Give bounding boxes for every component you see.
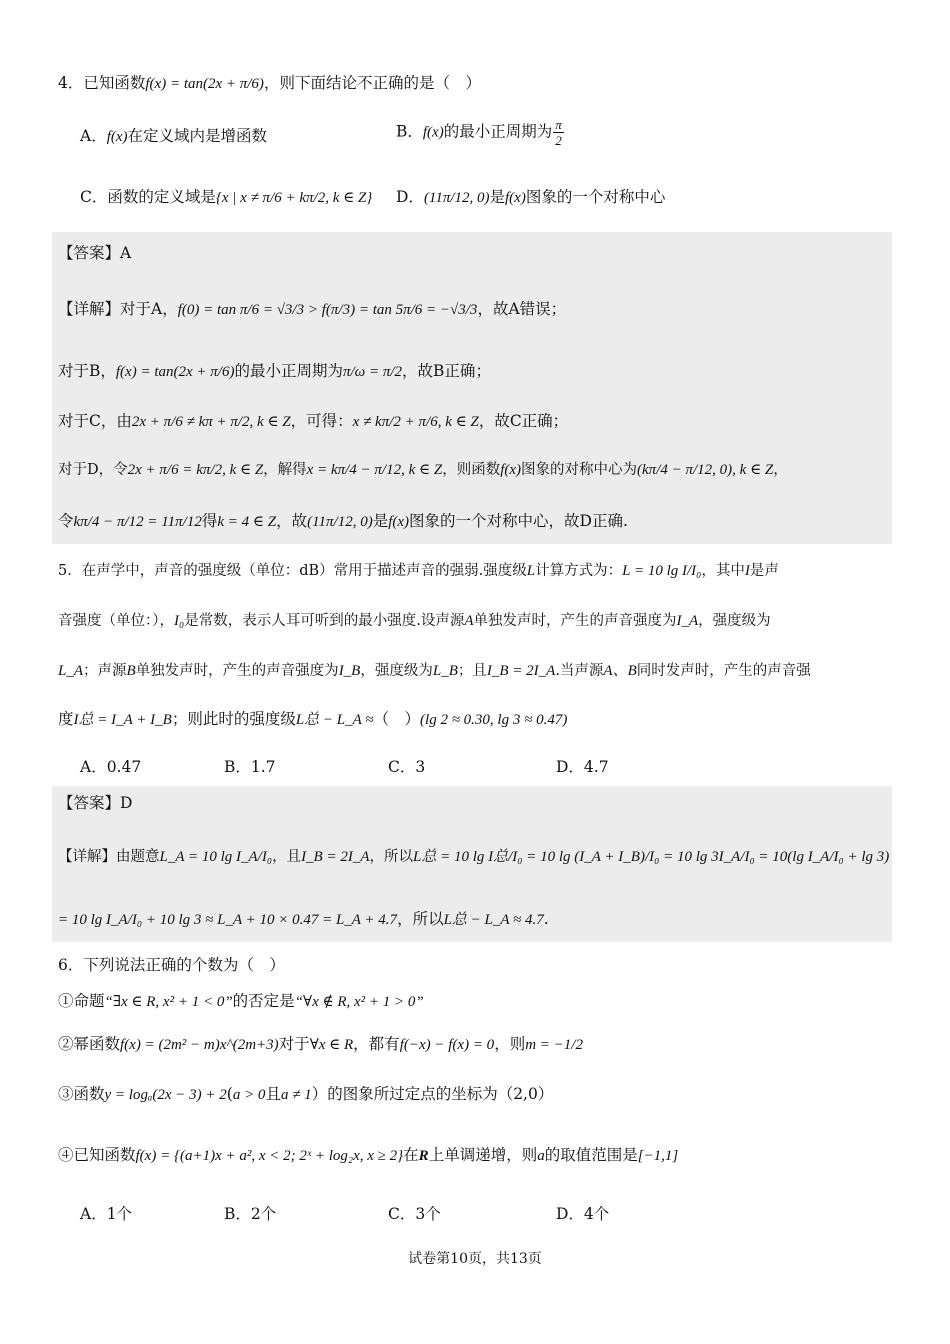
q6-option-a: A．1个 [80,1205,133,1223]
q5-option-c: C．3 [388,758,426,776]
q5-line-4: 度I总 = I_A + I_B；则此时的强度级L总 − L_A ≈（ ）(lg 2 ≈ 0.30, lg 3 ≈ 0.47) [58,710,568,728]
q5-option-b: B．1.7 [224,758,276,776]
q6-option-b: B．2个 [224,1205,277,1223]
q5-option-a: A．0.47 [80,758,142,776]
q4-option-c: C．函数的定义域是{x | x ≠ π/6 + kπ/2, k ∈ Z} [80,188,373,206]
q4-function: f(x) = tan(2x + π/6) [145,76,264,92]
page-footer: 试卷第10页，共13页 [408,1251,542,1267]
q4-detail-2: 对于B，f(x) = tan(2x + π/6)的最小正周期为π/ω = π/2，故B正确； [58,362,491,380]
q6-statement-3: ③函数y = logₐ(2x − 3) + 2(a > 0且a ≠ 1）的图象所过定点的坐标为（2,0） [58,1085,554,1103]
q6-statement-2: ②幂函数f(x) = (2m² − m)x^(2m+3)对于∀x ∈ R，都有f(−x) − f(x) = 0，则m = −1/2 [58,1035,583,1053]
q5-line-3: L_A；声源B单独发声时，产生的声音强度为I_B，强度级为L_B；且I_B = 2I_A.当声源A、B同时发声时，产生的声音强 [58,663,811,679]
q4-answer: 【答案】A [58,244,132,262]
q5-answer: 【答案】D [58,794,133,812]
q4-stem: 4．已知函数f(x) = tan(2x + π/6)，则下面结论不正确的是（ ） [58,74,481,92]
q6-option-c: C．3个 [388,1205,441,1223]
q5-detail-1: 【详解】由题意L_A = 10 lg I_A/I₀，且I_B = 2I_A，所以L总 = 10 lg I总/I₀ = 10 lg (I_A + I_B)/I₀ = 10 lg 3I_A/I₀ = 10(lg I_A/I₀ + lg 3) [58,849,890,865]
q4-detail-5: 令kπ/4 − π/12 = 11π/12得k = 4 ∈ Z，故(11π/12, 0)是f(x)图象的一个对称中心，故D正确. [58,512,628,530]
q6-stem: 6．下列说法正确的个数为（ ） [58,956,285,974]
q5-option-d: D．4.7 [556,758,609,776]
q4-detail-1: 【详解】对于A，f(0) = tan π/6 = √3/3 > f(π/3) = tan 5π/6 = −√3/3，故A错误； [58,300,567,318]
q4-answer-panel [52,232,892,544]
q4-option-a: A．f(x)在定义域内是增函数 [80,127,268,145]
q6-statement-4: ④已知函数f(x) = {(a+1)x + a², x < 2; 2ˣ + log₂x, x ≥ 2}在R上单调递增，则a的取值范围是[−1,1] [58,1146,679,1164]
q5-detail-2: = 10 lg I_A/I₀ + 10 lg 3 ≈ L_A + 10 × 0.47 = L_A + 4.7，所以L总 − L_A ≈ 4.7. [58,910,549,928]
q6-option-d: D．4个 [556,1205,610,1223]
q5-line-2: 音强度（单位：），I₀是常数，表示人耳可听到的最小强度.设声源A单独发声时，产生的声音强度为I_A，强度级为 [58,613,771,629]
q4-option-b: B．f(x)的最小正周期为 $\frac{\pi}{2}$ [396,117,562,148]
q4-detail-3: 对于C，由2x + π/6 ≠ kπ + π/2, k ∈ Z，可得：x ≠ kπ/2 + π/6, k ∈ Z，故C正确； [58,412,569,430]
q6-statement-1: ①命题“∃x ∈ R, x² + 1 < 0”的否定是“∀x ∉ R, x² + 1 > 0” [58,992,424,1010]
q4-detail-4: 对于D，令2x + π/6 = kπ/2, k ∈ Z，解得x = kπ/4 − π/12, k ∈ Z，则函数f(x)图象的对称中心为(kπ/4 − π/12, 0), k ∈ Z， [58,462,788,478]
q4-option-d: D．(11π/12, 0)是f(x)图象的一个对称中心 [396,188,666,206]
q5-line-1: 5．在声学中，声音的强度级（单位：dB）常用于描述声音的强弱.强度级L计算方式为：L = 10 lg I/I₀，其中I是声 [58,563,779,579]
